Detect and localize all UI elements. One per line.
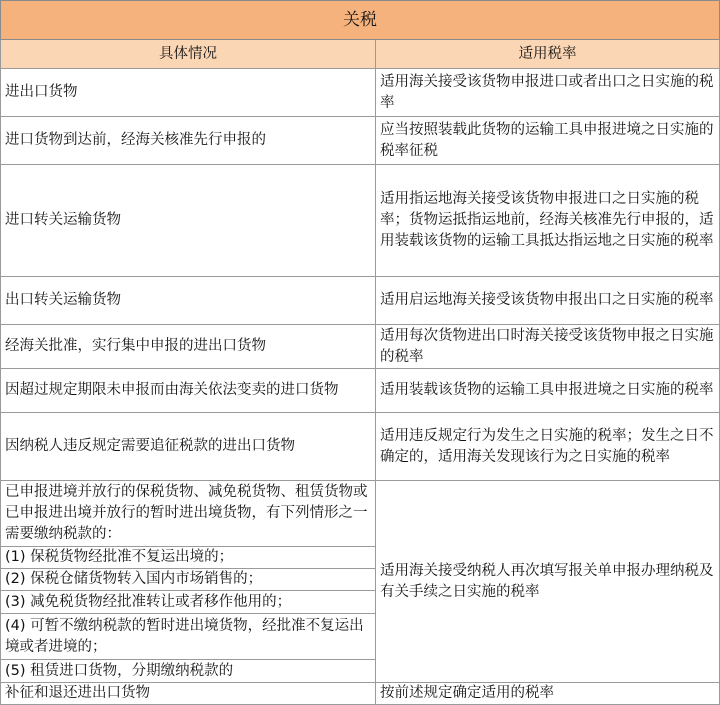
group-item-cell: (5) 租赁进口货物，分期缴纳税款的 <box>1 660 376 683</box>
table-row <box>1 325 720 369</box>
group-item-cell: (1) 保税货物经批准不复运出境的； <box>1 547 376 569</box>
situation-cell: 因超过规定期限未申报而由海关依法变卖的进口货物 <box>1 369 376 413</box>
table-row <box>1 277 720 325</box>
column-header-rate: 适用税率 <box>376 40 720 69</box>
rate-cell: 适用海关接受该货物申报进口或者出口之日实施的税率 <box>376 69 720 117</box>
situation-cell: 经海关批准，实行集中申报的进出口货物 <box>1 325 376 369</box>
group-item-cell: (4) 可暂不缴纳税款的暂时进出境货物，经批准不复运出境或者进境的； <box>1 614 376 660</box>
situation-cell: 进口转关运输货物 <box>1 165 376 277</box>
table-row <box>1 117 720 165</box>
rate-cell: 适用装载该货物的运输工具申报进境之日实施的税率 <box>376 369 720 413</box>
table-row <box>1 413 720 481</box>
situation-cell: 出口转关运输货物 <box>1 277 376 325</box>
table-row <box>1 369 720 413</box>
rate-cell: 适用违反规定行为发生之日实施的税率；发生之日不确定的，适用海关发现该行为之日实施的税率 <box>376 413 720 481</box>
group-intro-cell: 已申报进境并放行的保税货物、减免税货物、租赁货物或已申报进出境并放行的暂时进出境货物，有下列情形之一需要缴纳税款的： <box>1 481 376 547</box>
situation-cell: 补征和退还进出口货物 <box>1 683 376 705</box>
column-header-situation: 具体情况 <box>1 40 376 69</box>
situation-cell: 进口货物到达前，经海关核准先行申报的 <box>1 117 376 165</box>
rate-cell: 适用指运地海关接受该货物申报进口之日实施的税率；货物运抵指运地前，经海关核准先行申报的，适用装载该货物的运输工具抵达指运地之日实施的税率 <box>376 165 720 277</box>
rate-cell: 按前述规定确定适用的税率 <box>376 683 720 705</box>
table-row <box>1 69 720 117</box>
group-item-cell: (2) 保税仓储货物转入国内市场销售的； <box>1 569 376 591</box>
group-rate-cell: 适用海关接受纳税人再次填写报关单申报办理纳税及有关手续之日实施的税率 <box>376 481 720 683</box>
rate-cell: 应当按照装载此货物的运输工具申报进境之日实施的税率征税 <box>376 117 720 165</box>
table-title: 关税 <box>1 1 720 40</box>
rate-cell: 适用每次货物进出口时海关接受该货物申报之日实施的税率 <box>376 325 720 369</box>
situation-cell: 进出口货物 <box>1 69 376 117</box>
table-row <box>1 165 720 277</box>
rate-cell: 适用启运地海关接受该货物申报出口之日实施的税率 <box>376 277 720 325</box>
table-row <box>1 481 720 547</box>
group-item-cell: (3) 减免税货物经批准转让或者移作他用的； <box>1 591 376 614</box>
situation-cell: 因纳税人违反规定需要追征税款的进出口货物 <box>1 413 376 481</box>
table-row <box>1 683 720 705</box>
